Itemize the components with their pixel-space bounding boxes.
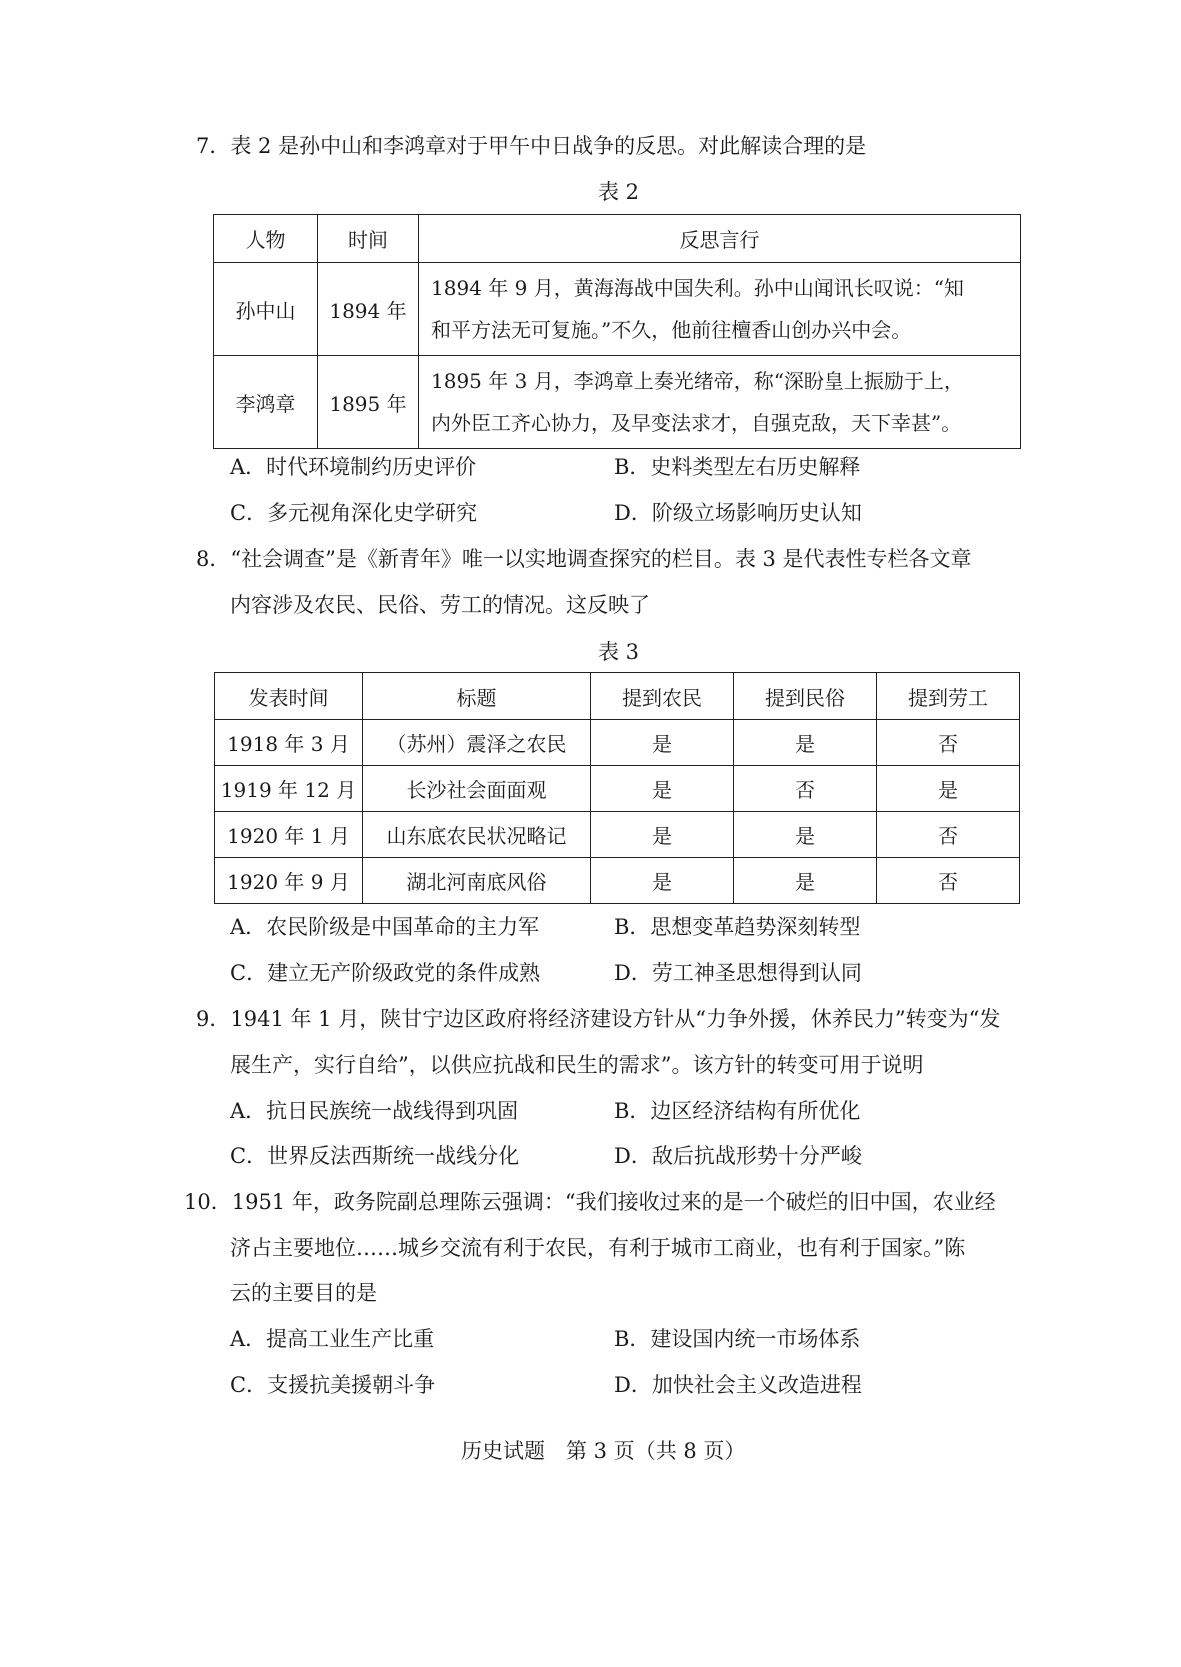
q8-cell: 否 bbox=[877, 720, 1020, 766]
q9-stem-line1: 9．1941 年 1 月，陕甘宁边区政府将经济建设方针从“力争外援，休养民力”转变为“发 bbox=[196, 1007, 1001, 1031]
q8-cell: 是 bbox=[591, 858, 734, 904]
q10-stem-line2: 济占主要地位……城乡交流有利于农民，有利于城市工商业，也有利于国家。”陈 bbox=[230, 1236, 966, 1260]
q7-header-reflection: 反思言行 bbox=[419, 215, 1021, 263]
q7-option-d: D．阶级立场影响历史认知 bbox=[614, 501, 862, 525]
q8-table-caption: 表 3 bbox=[598, 640, 640, 664]
q7-header-time: 时间 bbox=[318, 215, 419, 263]
q7-option-a: A．时代环境制约历史评价 bbox=[230, 455, 477, 479]
q8-cell: 1918 年 3 月 bbox=[215, 720, 363, 766]
q8-header-title: 标题 bbox=[363, 673, 591, 720]
q7-row1-text bbox=[419, 263, 1021, 356]
table-row bbox=[215, 812, 1020, 858]
q8-cell: 山东底农民状况略记 bbox=[363, 812, 591, 858]
q8-cell: 否 bbox=[877, 812, 1020, 858]
q7-row2-person: 李鸿章 bbox=[214, 356, 318, 449]
q8-cell: 是 bbox=[591, 766, 734, 812]
q8-cell: 是 bbox=[877, 766, 1020, 812]
table-row bbox=[215, 858, 1020, 904]
q8-cell: 是 bbox=[591, 720, 734, 766]
q9-option-d: D．敌后抗战形势十分严峻 bbox=[614, 1144, 862, 1168]
table-row bbox=[214, 356, 1021, 449]
q8-header-farmers: 提到农民 bbox=[591, 673, 734, 720]
q9-option-c: C．世界反法西斯统一战线分化 bbox=[230, 1144, 520, 1168]
table-row bbox=[215, 766, 1020, 812]
q9-option-b: B．边区经济结构有所优化 bbox=[614, 1099, 861, 1123]
q8-cell: 否 bbox=[734, 766, 877, 812]
q8-cell: 是 bbox=[734, 858, 877, 904]
q8-cell: 1920 年 9 月 bbox=[215, 858, 363, 904]
q7-table-caption: 表 2 bbox=[598, 180, 640, 204]
q8-cell: 是 bbox=[734, 720, 877, 766]
q7-row1-time: 1894 年 bbox=[318, 263, 419, 356]
q8-cell: 否 bbox=[877, 858, 1020, 904]
q10-option-d: D．加快社会主义改造进程 bbox=[614, 1373, 862, 1397]
q7-row2-line2: 内外臣工齐心协力，及早变法求才，自强克敌，天下幸甚”。 bbox=[431, 411, 962, 435]
q8-cell: 是 bbox=[734, 812, 877, 858]
q10-option-c: C．支援抗美援朝斗争 bbox=[230, 1373, 436, 1397]
q8-cell: 是 bbox=[591, 812, 734, 858]
q8-option-d: D．劳工神圣思想得到认同 bbox=[614, 961, 862, 985]
q8-cell: （苏州）震泽之农民 bbox=[363, 720, 591, 766]
q8-cell: 长沙社会面面观 bbox=[363, 766, 591, 812]
q7-row2-time: 1895 年 bbox=[318, 356, 419, 449]
q8-cell: 湖北河南底风俗 bbox=[363, 858, 591, 904]
q7-row2-line1: 1895 年 3 月，李鸿章上奏光绪帝，称“深盼皇上振励于上， bbox=[431, 369, 964, 393]
q10-option-a: A．提高工业生产比重 bbox=[230, 1327, 435, 1351]
table-row bbox=[215, 720, 1020, 766]
q7-row1-line1: 1894 年 9 月，黄海海战中国失利。孙中山闻讯长叹说：“知 bbox=[431, 276, 964, 300]
q7-option-b: B．史料类型左右历史解释 bbox=[614, 455, 861, 479]
q8-stem-line1: 8．“社会调查”是《新青年》唯一以实地调查探究的栏目。表 3 是代表性专栏各文章 bbox=[196, 547, 972, 571]
q8-header-labor: 提到劳工 bbox=[877, 673, 1020, 720]
q8-cell: 1919 年 12 月 bbox=[215, 766, 363, 812]
q7-stem: 7．表 2 是孙中山和李鸿章对于甲午中日战争的反思。对此解读合理的是 bbox=[196, 134, 867, 158]
q7-table bbox=[213, 214, 1021, 449]
q8-cell: 1920 年 1 月 bbox=[215, 812, 363, 858]
q9-stem-line2: 展生产，实行自给”，以供应抗战和民生的需求”。该方针的转变可用于说明 bbox=[230, 1053, 924, 1077]
q7-option-c: C．多元视角深化史学研究 bbox=[230, 501, 478, 525]
q8-header-customs: 提到民俗 bbox=[734, 673, 877, 720]
q7-header-person: 人物 bbox=[214, 215, 318, 263]
q8-option-b: B．思想变革趋势深刻转型 bbox=[614, 915, 861, 939]
q10-stem-line3: 云的主要目的是 bbox=[230, 1281, 377, 1305]
q7-row1-line2: 和平方法无可复施。”不久，他前往檀香山创办兴中会。 bbox=[431, 318, 912, 342]
table-row bbox=[214, 263, 1021, 356]
q7-row1-person: 孙中山 bbox=[214, 263, 318, 356]
q8-stem-line2: 内容涉及农民、民俗、劳工的情况。这反映了 bbox=[230, 593, 650, 617]
q9-option-a: A．抗日民族统一战线得到巩固 bbox=[230, 1099, 519, 1123]
q10-stem-line1: 10．1951 年，政务院副总理陈云强调：“我们接收过来的是一个破烂的旧中国，农业经 bbox=[184, 1190, 996, 1214]
q8-header-date: 发表时间 bbox=[215, 673, 363, 720]
q10-option-b: B．建设国内统一市场体系 bbox=[614, 1327, 861, 1351]
q8-option-c: C．建立无产阶级政党的条件成熟 bbox=[230, 961, 541, 985]
q8-table bbox=[214, 672, 1020, 904]
q7-row2-text bbox=[419, 356, 1021, 449]
page-footer: 历史试题 第 3 页（共 8 页） bbox=[461, 1439, 746, 1463]
q8-option-a: A．农民阶级是中国革命的主力军 bbox=[230, 915, 540, 939]
